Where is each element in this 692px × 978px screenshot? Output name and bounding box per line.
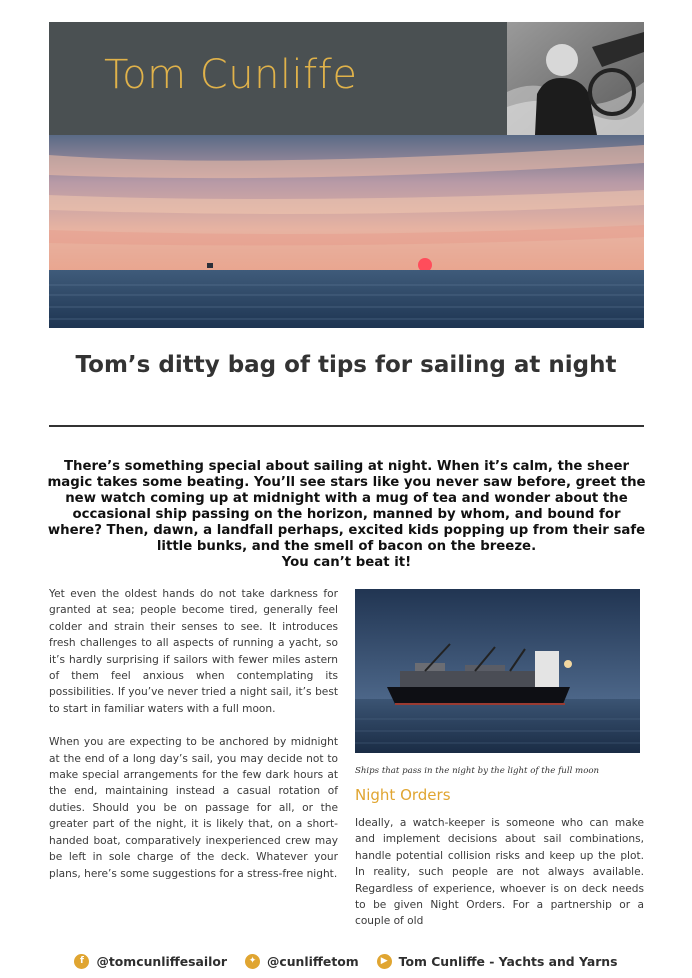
portrait-image	[507, 22, 644, 135]
right-column	[355, 815, 644, 933]
facebook-icon: f	[74, 954, 89, 969]
body-paragraph-2: When you are expecting to be anchored by midnight at the end of a long day’s sail, you may decide not to make special arrangements for the few dark hours at the end, maintaining instead a casual rotation of duties. Should you be on passage for all, or the greater part of the night, it is likely that, on a short-handed boat, comparatively inexperienced crew may be left in sole charge of the deck. Whatever your plans, here’s some suggestions for a stress-free night.	[49, 736, 338, 880]
left-column	[49, 586, 338, 899]
intro-paragraph	[44, 459, 649, 571]
author-portrait	[507, 22, 644, 135]
twitter-link[interactable]	[245, 954, 359, 969]
intro-tagline: You can’t beat it!	[281, 555, 412, 570]
youtube-icon: ▶	[377, 954, 392, 969]
title-divider	[49, 425, 644, 427]
ship-image	[355, 589, 640, 753]
sunset-photo	[49, 135, 644, 328]
twitter-icon: ✦	[245, 954, 260, 969]
facebook-handle: @tomcunliffesailor	[96, 953, 227, 969]
article-title: Tom’s ditty bag of tips for sailing at night	[75, 352, 617, 378]
footer-social-bar	[0, 950, 692, 972]
twitter-handle: @cunliffetom	[267, 953, 359, 969]
photo-caption: Ships that pass in the night by the light of the full moon	[355, 766, 600, 776]
section-heading-night-orders: Night Orders	[355, 786, 451, 804]
sunset-image	[49, 135, 644, 328]
ship-photo	[355, 589, 640, 753]
intro-text: There’s something special about sailing at night. When it’s calm, the sheer magic takes some beating. You’ll see stars like you never saw before, greet the new watch coming up at midnight with a mug of tea and wonder about the occasional ship passing on the horizon, manned by whom, and bound for where? Then, dawn, a landfall perhaps, excited kids popping up from their safe little bunks, and the smell of bacon on the breeze.	[47, 459, 646, 554]
brand-title: Tom Cunliffe	[104, 52, 358, 98]
body-paragraph-1: Yet even the oldest hands do not take darkness for granted at sea; people become tired, generally feel colder and strain their senses to see. It introduces fresh challenges to all aspects of running a yacht, so it’s hardly surprising if sailors with fewer miles astern of them feel anxious when contemplating its possibilities. If you’ve never tried a night sail, it’s best to start in familiar waters with a full moon.	[49, 588, 338, 715]
body-paragraph-3: Ideally, a watch-keeper is someone who can make and implement decisions about sail combinations, handle potential collision risks and keep up the plot. In reality, such people are not always available. Regardless of experience, whoever is on deck needs to be given Night Orders. For a partnership or a couple of old	[355, 817, 644, 928]
youtube-link[interactable]	[377, 954, 618, 969]
youtube-channel: Tom Cunliffe - Yachts and Yarns	[398, 953, 618, 969]
facebook-link[interactable]	[74, 954, 227, 969]
